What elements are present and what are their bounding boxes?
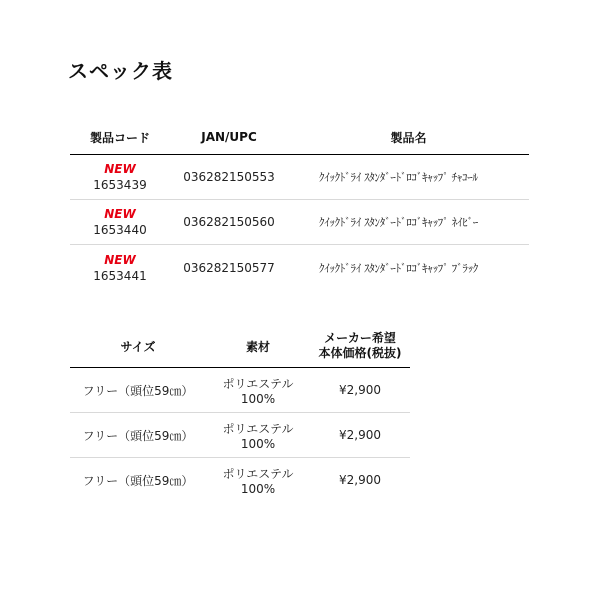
jan-code: 036282150560	[183, 215, 275, 229]
product-code: 1653439	[93, 178, 147, 192]
header-price	[310, 325, 410, 367]
jan-code: 036282150553	[183, 170, 275, 184]
new-badge: NEW	[104, 252, 136, 267]
table-row	[70, 458, 410, 503]
header-jan-upc: JAN/UPC	[201, 130, 257, 144]
material-cell: ポリエステル100%	[222, 376, 294, 406]
table-row	[70, 368, 410, 413]
new-badge: NEW	[104, 207, 136, 221]
page-title: スペック表	[68, 59, 173, 83]
table-row	[70, 200, 529, 245]
product-code: 1653441	[93, 268, 147, 283]
product-code-cell	[70, 245, 170, 290]
size-cell: フリー（頭位59㎝）	[82, 383, 194, 398]
header-price-line2: 本体価格(税抜)	[318, 346, 402, 360]
header-product-name: 製品名	[390, 130, 427, 145]
price-cell: ¥2,900	[339, 427, 381, 442]
header-material: 素材	[245, 339, 270, 354]
product-code-cell	[70, 155, 170, 199]
price-cell: ¥2,900	[339, 473, 381, 487]
price-cell: ¥2,900	[339, 382, 381, 397]
header-product-code: 製品コード	[89, 130, 150, 145]
table-row	[70, 413, 410, 458]
product-name: ｸｲｯｸﾄﾞﾗｲ ｽﾀﾝﾀﾞｰﾄﾞﾛｺﾞｷｬｯﾌﾟ ﾁｬｺｰﾙ	[319, 171, 478, 184]
spec-table-header	[70, 325, 410, 368]
new-badge: NEW	[104, 162, 136, 176]
size-cell: フリー（頭位59㎝）	[82, 428, 194, 443]
material-cell: ポリエステル100%	[222, 421, 294, 451]
table-row	[70, 155, 529, 200]
product-code-cell	[70, 200, 170, 244]
product-name: ｸｲｯｸﾄﾞﾗｲ ｽﾀﾝﾀﾞｰﾄﾞﾛｺﾞｷｬｯﾌﾟ ﾌﾞﾗｯｸ	[319, 261, 478, 275]
product-name: ｸｲｯｸﾄﾞﾗｲ ｽﾀﾝﾀﾞｰﾄﾞﾛｺﾞｷｬｯﾌﾟ ﾈｲﾋﾞｰ	[319, 216, 478, 229]
material-cell: ポリエステル100%	[222, 467, 294, 496]
product-table-header	[70, 120, 529, 155]
header-size: サイズ	[120, 339, 156, 354]
table-row	[70, 245, 529, 290]
header-price-line1: メーカー希望	[324, 331, 396, 345]
product-code: 1653440	[93, 223, 147, 237]
product-table	[70, 120, 529, 290]
spec-table	[70, 325, 410, 503]
jan-code: 036282150577	[183, 260, 275, 275]
size-cell: フリー（頭位59㎝）	[82, 474, 194, 488]
